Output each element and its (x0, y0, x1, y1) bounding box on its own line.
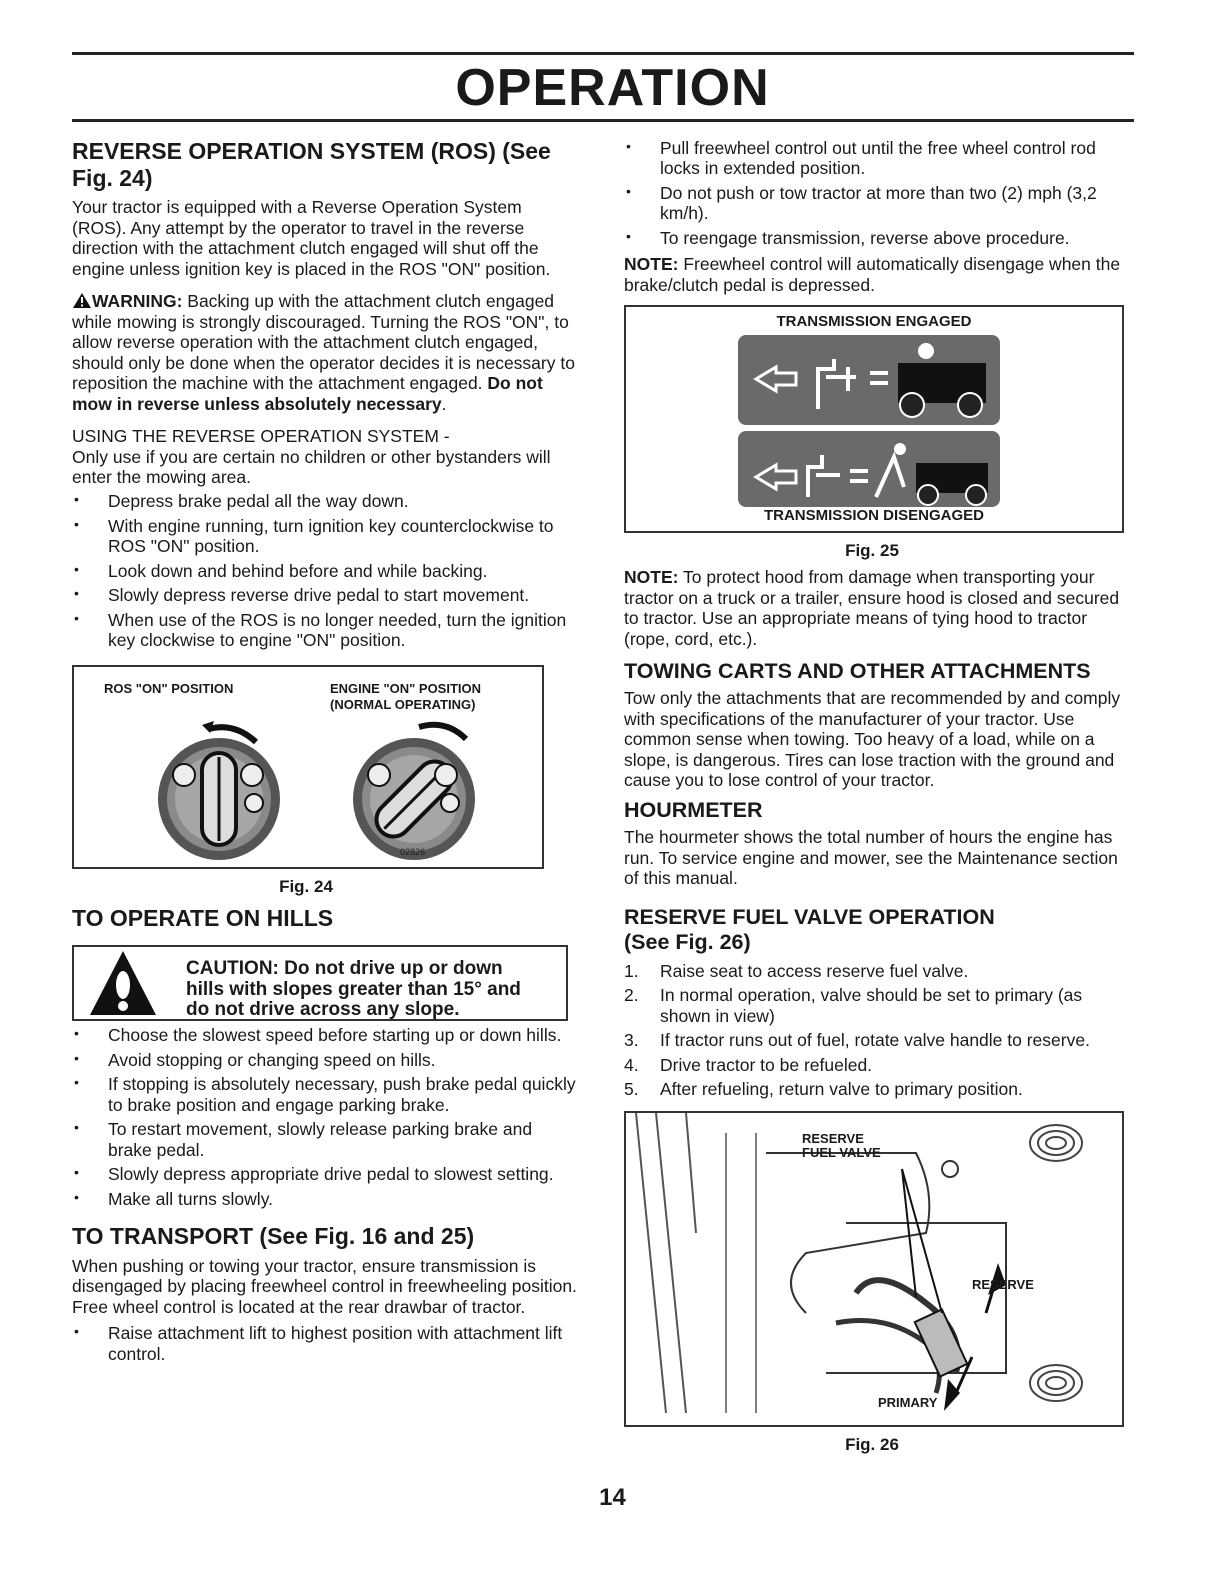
list-item: • If stopping is absolutely necessary, push brake pedal quickly to brake position and engage parking brake. (72, 1074, 580, 1115)
list-item: • Pull freewheel control out until the free wheel control rod locks in extended position. (624, 138, 1134, 179)
hourmeter-heading: HOURMETER (624, 798, 763, 823)
caution-line-1: CAUTION: Do not drive up or down (186, 958, 503, 980)
hourmeter-text: The hourmeter shows the total number of hours the engine has run. To service engine and mower, see the Maintenance section of this manual. (624, 827, 1118, 889)
fig25-engaged-label: TRANSMISSION ENGAGED (776, 313, 972, 331)
using-heading: USING THE REVERSE OPERATION SYSTEM - (72, 426, 450, 447)
ignition-switch-ros-illustration (74, 667, 542, 867)
hills-heading: TO OPERATE ON HILLS (72, 904, 334, 931)
list-item: • Raise attachment lift to highest position with attachment lift control. (72, 1323, 580, 1364)
page-title: OPERATION (455, 59, 770, 117)
warning-text: Backing up with the attachment clutch engaged while mowing is strongly discouraged. Turning the ROS "ON", to allow reverse operation with the attachment clutch engaged, should only be done when the operator decides it is necessary to reposition the machine with the attachment engaged. (72, 291, 575, 394)
page-number: 14 (599, 1484, 626, 1511)
fig24-caption: Fig. 24 (279, 876, 333, 896)
hills-bullets (72, 1025, 580, 1209)
note-label: NOTE: (624, 567, 679, 588)
list-item: • With engine running, turn ignition key counterclockwise to ROS "ON" position. (72, 516, 580, 557)
hood-note (624, 567, 1134, 649)
fig25-disengaged-label: TRANSMISSION DISENGAGED (763, 507, 985, 525)
fig26-label-valve-1: RESERVE (802, 1131, 864, 1147)
caution-line-2: hills with slopes greater than 15° and (186, 978, 521, 1000)
transmission-illustration (626, 307, 1122, 531)
list-item: • Avoid stopping or changing speed on hills. (72, 1050, 580, 1070)
fig24-label-normal: (NORMAL OPERATING) (330, 696, 476, 712)
towing-text: Tow only the attachments that are recommended by and comply with specifications of the manufacturer of your tractor. Use common sense when towing. Too heavy of a load, while on a slope, is dangerous. Tires can lose traction with the ground and cause you to lose control of your tractor. (624, 688, 1121, 790)
warning-emphasis: Do not mow in reverse unless absolutely necessary (72, 373, 543, 414)
warning-icon (72, 292, 92, 309)
list-item: 5. After refueling, return valve to primary position. (624, 1079, 1023, 1099)
caution-box (72, 945, 568, 1021)
transport-bullets-right (624, 138, 1134, 248)
left-column (72, 138, 580, 1364)
list-item: • Do not push or tow tractor at more than two (2) mph (3,2 km/h). (624, 183, 1134, 224)
list-item: • Make all turns slowly. (72, 1189, 580, 1209)
fig26-box (624, 1111, 1124, 1427)
fig26-label-primary: PRIMARY (878, 1395, 938, 1411)
reserve-steps (624, 961, 1134, 1100)
ros-warning (72, 291, 580, 414)
note-text: To protect hood from damage when transporting your tractor on a truck or a trailer, ensure hood is closed and secured to tractor. Use an appropriate means of tying hood to tractor (rope, cord, etc.). (624, 567, 1120, 649)
transport-heading: TO TRANSPORT (See Fig. 16 and 25) (72, 1223, 475, 1250)
list-item: 1. Raise seat to access reserve fuel valve. (624, 960, 969, 981)
fig26-caption: Fig. 26 (845, 1435, 899, 1455)
fig26-label-reserve: RESERVE (972, 1277, 1034, 1293)
note-text: Freewheel control will automatically disengage when the brake/clutch pedal is depressed. (624, 254, 1121, 295)
fig24-label-ros: ROS "ON" POSITION (104, 680, 234, 696)
transport-bullets-left (72, 1323, 580, 1364)
list-item: • To restart movement, slowly release parking brake and brake pedal. (72, 1119, 580, 1160)
list-item: • Depress brake pedal all the way down. (72, 491, 580, 511)
ros-heading: REVERSE OPERATION SYSTEM (ROS) (See Fig. 24) (72, 138, 551, 191)
fig25-caption: Fig. 25 (845, 541, 899, 561)
ros-bullets (72, 491, 580, 650)
list-item: • Look down and behind before and while backing. (72, 561, 580, 581)
fig24-label-engine: ENGINE "ON" POSITION (330, 680, 482, 696)
freewheel-note (624, 254, 1134, 295)
transport-text: When pushing or towing your tractor, ensure transmission is disengaged by placing freewheel control in freewheeling position. Free wheel control is located at the rear drawbar of tractor. (72, 1255, 577, 1317)
list-item: 3. If tractor runs out of fuel, rotate valve handle to reserve. (624, 1030, 1090, 1051)
list-item: • Slowly depress appropriate drive pedal to slowest setting. (72, 1164, 580, 1184)
using-text: Only use if you are certain no children or other bystanders will enter the mowing area. (72, 446, 551, 487)
towing-heading: TOWING CARTS AND OTHER ATTACHMENTS (624, 659, 1091, 684)
warning-end: . (441, 393, 447, 414)
reserve-heading-1: RESERVE FUEL VALVE OPERATION (624, 904, 995, 929)
caution-line-3: do not drive across any slope. (186, 999, 460, 1021)
caution-icon (88, 947, 158, 1017)
reserve-heading-2: (See Fig. 26) (624, 929, 751, 954)
list-item: 2. In normal operation, valve should be set to primary (as shown in view) (624, 985, 1083, 1026)
fig25-box (624, 305, 1124, 533)
fig24-code: 02826 (400, 846, 426, 857)
list-item: 4. Drive tractor to be refueled. (624, 1054, 873, 1075)
top-rule (72, 52, 1134, 55)
list-item: • Slowly depress reverse drive pedal to start movement. (72, 585, 580, 605)
fig24-box (72, 665, 544, 869)
right-column (624, 138, 1134, 1455)
list-item: • When use of the ROS is no longer needed, turn the ignition key clockwise to engine "ON" position. (72, 610, 580, 651)
note-label: NOTE: (624, 254, 679, 275)
ros-intro: Your tractor is equipped with a Reverse Operation System (ROS). Any attempt by the operator to travel in the reverse direction with the attachment clutch engaged will shut off the engine unless ignition key is placed in the ROS "ON" position. (72, 197, 551, 279)
list-item: • To reengage transmission, reverse above procedure. (624, 228, 1134, 248)
warning-label: WARNING: (92, 291, 183, 312)
fig26-label-valve-2: FUEL VALVE (802, 1145, 881, 1161)
list-item: • Choose the slowest speed before starting up or down hills. (72, 1025, 580, 1045)
title-underline (72, 119, 1134, 122)
